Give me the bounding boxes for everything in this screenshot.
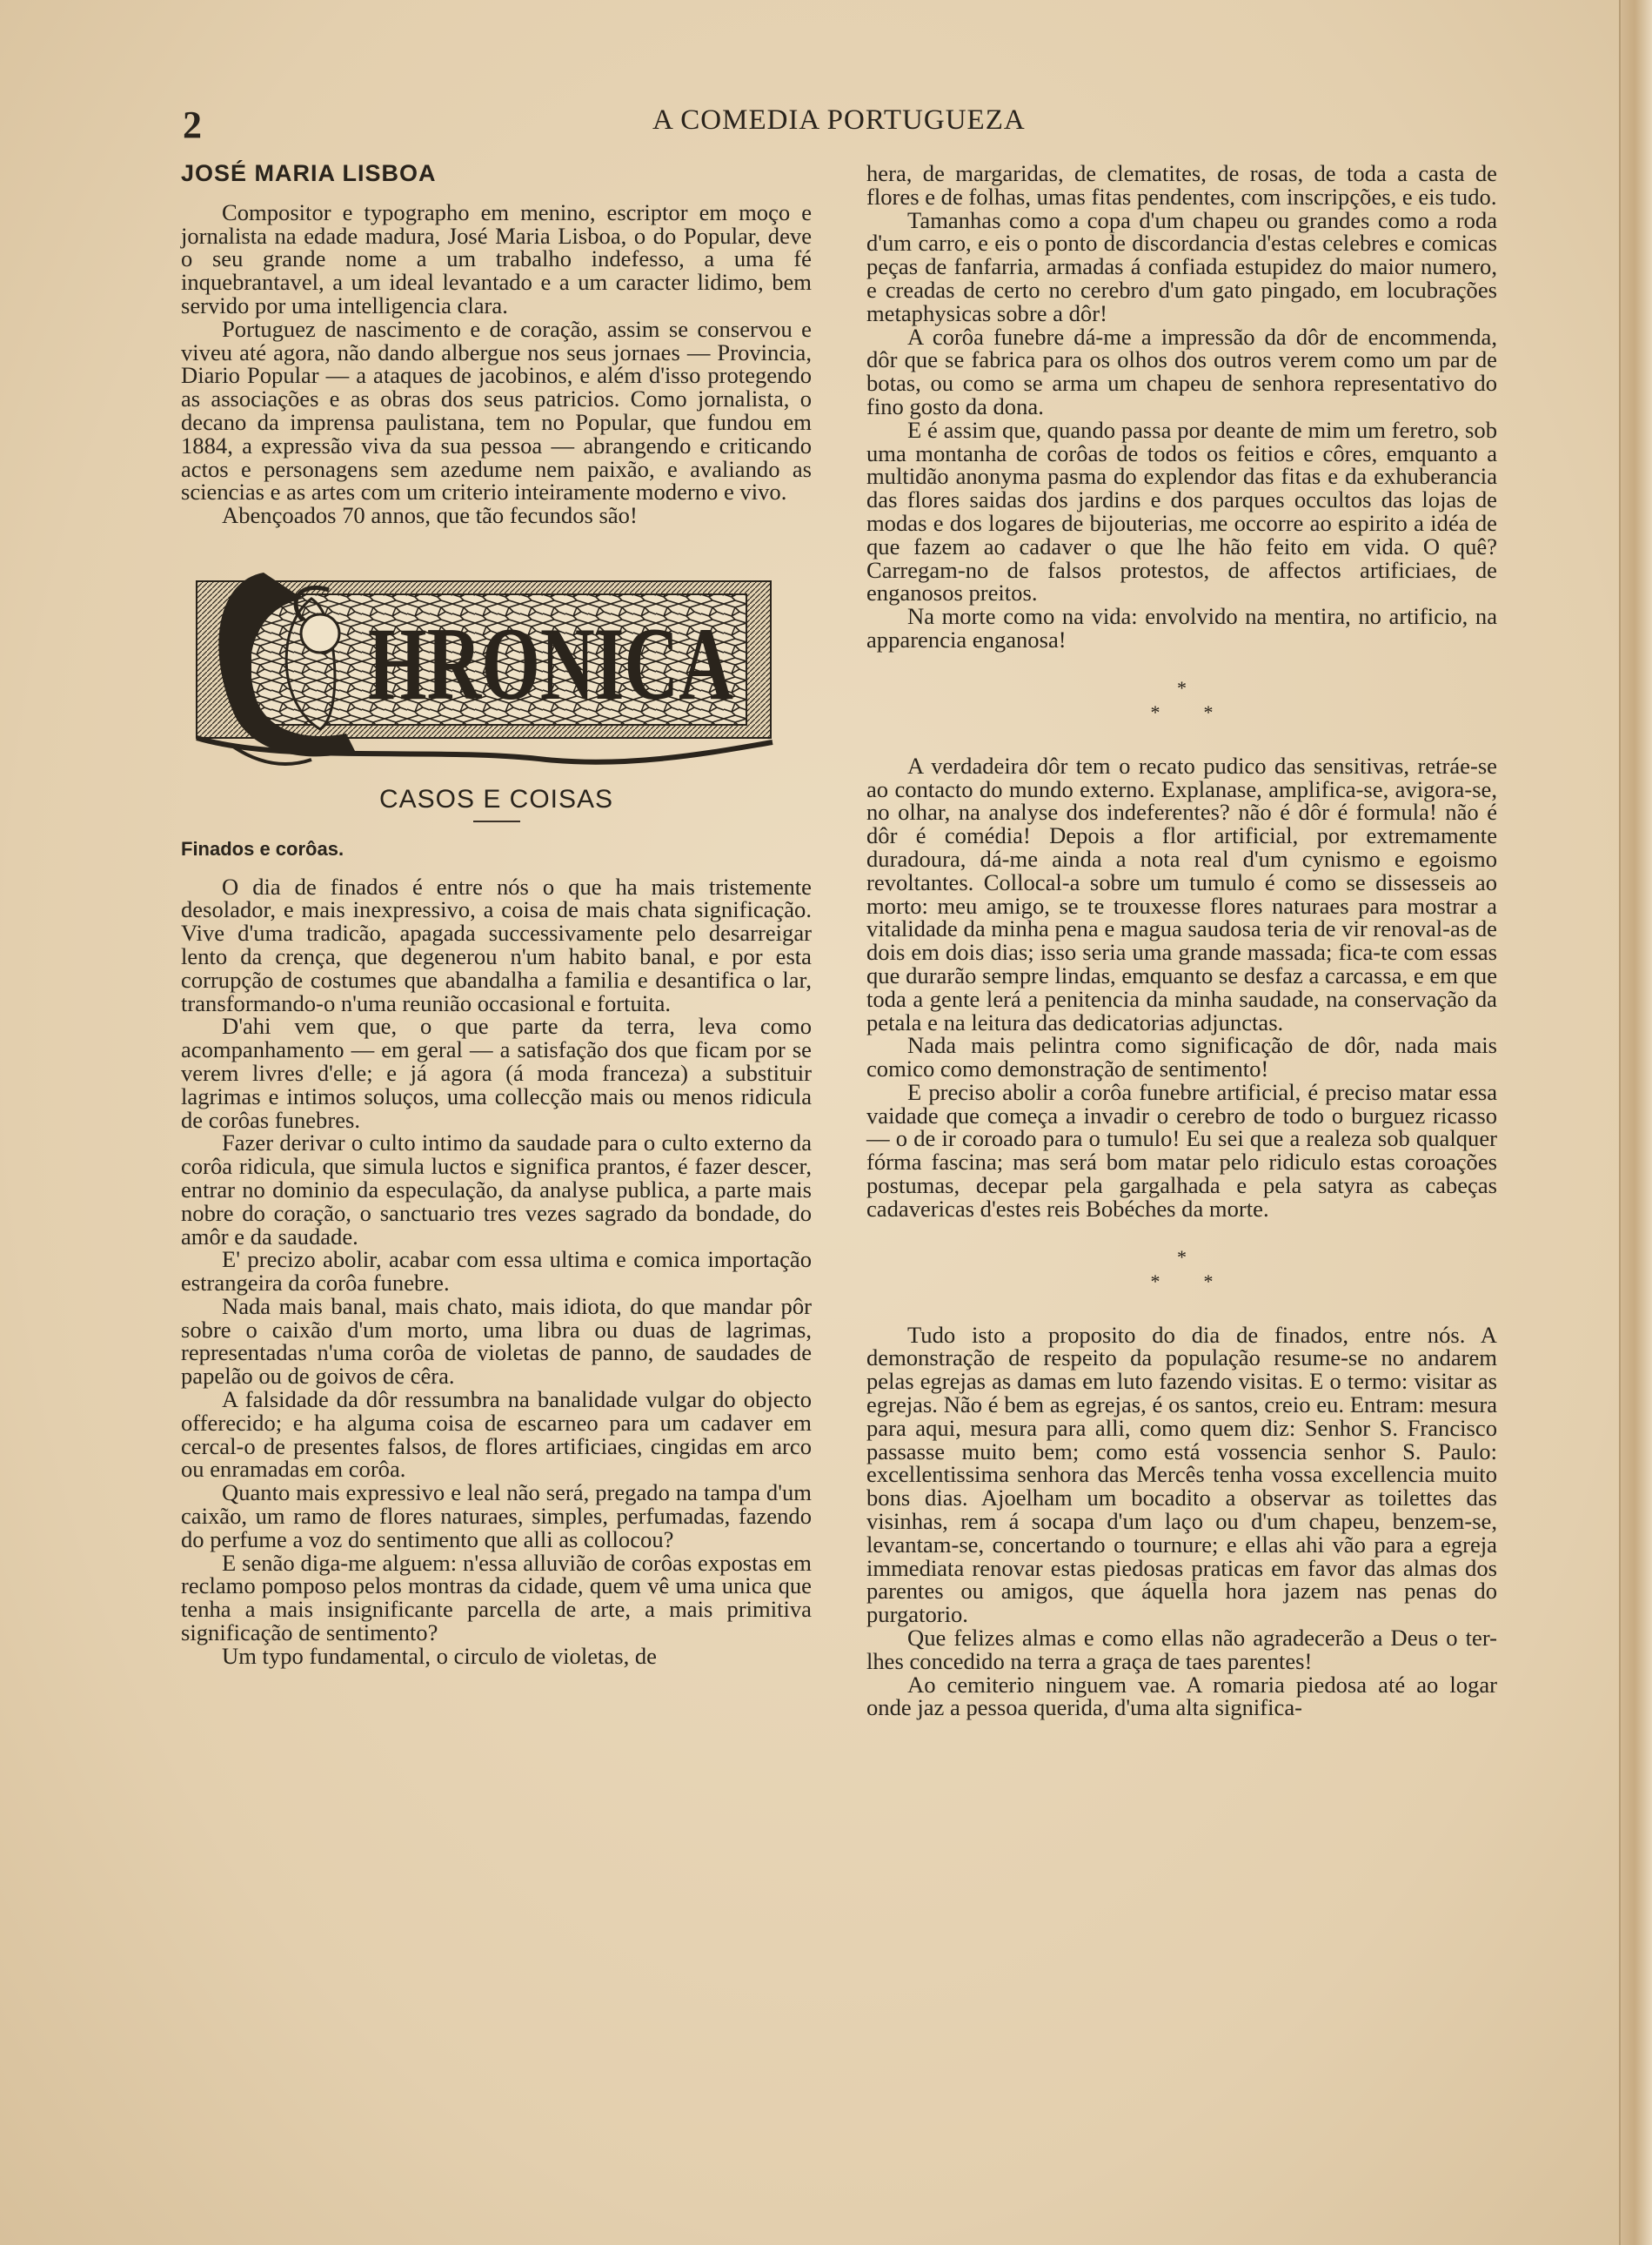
paragraph: Abençoados 70 annos, que tão fecundos são!: [222, 502, 638, 529]
paragraph: Na morte como na vida: envolvido na mentira, no artificio, na apparencia enganosa!: [866, 603, 1497, 653]
chronica-letters: HRONICA: [368, 605, 733, 721]
subsection-title: Finados e corôas.: [181, 837, 344, 860]
asterism-star: *: [1150, 700, 1160, 723]
paragraph: Portuguez de nascimento e de coração, assim se conservou e viveu até agora, não dando albergue nos seus jornaes — Provincia, Diario Popular — a ataques de jacobinos, e além d'isso protegendo as associações e as obras dos seus patricios. Como jornalista, o decano da imprensa paulistana, tem no Popular, que fundou em 1884, a expressão viva da sua pessoa — abrangendo e criticando actos e personagens sem azedume nem paixão, e avaliando as sciencias e as artes com um criterio inteiramente moderno e vivo.: [181, 315, 812, 506]
chronica-ornament: [181, 546, 790, 773]
divider-rule: [473, 821, 520, 822]
paragraph: E é assim que, quando passa por deante de mim um feretro, sob uma montanha de corôas de todos os feitios e côres, emquanto a multidão anonyma pasma do explendor das fitas e da exhuberancia das flores saidas dos jardins e dos parques occultos das lojas de modas e dos logares de bijouterias, me occorre ao espirito a idéa de que fazem ao cadaver o que lhe hão feito em vida. O quê? Carregam-no de falsos protestos, de affectos artificiaes, de enganosos preitos.: [866, 416, 1497, 606]
right-column: [866, 162, 1497, 1719]
left-column: [181, 162, 812, 1668]
paragraph: Um typo fundamental, o circulo de violetas, de: [222, 1642, 657, 1669]
paragraph: E' precizo abolir, acabar com essa ultima e comica importação estrangeira da corôa funebre.: [181, 1246, 812, 1297]
paragraph: Ao cemiterio ninguem vae. A romaria piedosa até ao logar onde jaz a pessoa querida, d'uma alta significa-: [866, 1671, 1497, 1721]
paragraph: Nada mais pelintra como significação de dôr, nada mais comico como demonstração de sentimento!: [866, 1032, 1497, 1082]
page-edge: [1619, 0, 1652, 2245]
paragraph: Que felizes almas e como ellas não agradecerão a Deus o ter-lhes concedido na terra a graça de taes parentes!: [866, 1625, 1497, 1674]
running-title: A COMEDIA PORTUGUEZA: [652, 104, 1026, 136]
paragraph: D'ahi vem que, o que parte da terra, leva como acompanhamento — em geral — a satisfação dos que ficam por se verem livres d'elle; e já agora (á moda franceza) a substituir lagrimas e intimos soluços, uma collecção mais ou menos ridicula de corôas funebres.: [181, 1013, 812, 1133]
paragraph: A corôa funebre dá-me a impressão da dôr de encommenda, dôr que se fabrica para os olhos dos outros verem como um par de botas, ou como se arma um chapeu de senhora representativo do fino gosto da dona.: [866, 323, 1497, 419]
asterism-star: *: [1203, 1270, 1214, 1292]
paragraph: Compositor e typographo em menino, escriptor em moço e jornalista na edade madura, José Maria Lisboa, o do Popular, deve o seu grande nome a um trabalho indefesso, a uma fé inquebrantavel, a um ideal levantado e a um caracter lidimo, bem servido por uma intelligencia clara.: [181, 198, 812, 318]
asterism-divider: [866, 1245, 1497, 1294]
asterism-divider: [866, 676, 1497, 725]
section-title: CASOS E COISAS: [378, 784, 614, 814]
paragraph: E preciso abolir a corôa funebre artificial, é preciso matar essa vaidade que começa a invadir o cerebro de todo o burguez ricasso — o de ir coroado para o tumulo! Eu sei que a realeza sob qualquer fórma fascina; mas será bom matar pelo ridiculo estas coroações postumas, decepar pela gargalhada e pela satyra as cabeças cadavericas d'estes reis Bobéches da morte.: [866, 1078, 1497, 1222]
chronica-illustration: [181, 546, 790, 773]
paragraph: O dia de finados é entre nós o que ha mais tristemente desolador, e mais inexpressivo, a coisa de mais chata significação. Vive d'uma tradicão, apagada successivamente pelo desarreigar lento da crença, que degenerou n'um habito banal, e por esta corrupção de costumes que abandalha a familia e desantifica o lar, transformando-o n'uma reunião occasional e fortuita.: [181, 873, 812, 1016]
paragraph: Nada mais banal, mais chato, mais idiota, do que mandar pôr sobre o caixão d'um morto, uma libra ou duas de lagrimas, representadas n'uma corôa de violetas de panno, de saudades de papelão ou de goivos de cêra.: [181, 1292, 812, 1390]
page-header: [183, 97, 1461, 146]
asterism-star: *: [1177, 676, 1187, 699]
asterism-star: *: [1150, 1270, 1160, 1292]
paragraph: hera, de margaridas, de clematites, de rosas, de toda a casta de flores e de folhas, umas fitas pendentes, com inscripções, e eis tudo.: [866, 160, 1497, 210]
asterism-star: *: [1203, 700, 1214, 723]
article-heading: JOSÉ MARIA LISBOA: [181, 160, 437, 186]
paragraph: Quanto mais expressivo e leal não será, pregado na tampa d'um caixão, um ramo de flores naturaes, simples, perfumadas, fazendo do perfume a voz do sentimento que alli as collocou?: [181, 1479, 812, 1552]
page-number: 2: [183, 104, 202, 146]
paragraph: A falsidade da dôr ressumbra na banalidade vulgar do objecto offerecido; e ha alguma coisa de escarneo para um cadaver em cercal-o de presentes falsos, de flores artificiaes, cingidas em arco ou enramadas em corôa.: [181, 1386, 812, 1483]
paragraph: A verdadeira dôr tem o recato pudico das sensitivas, retráe-se ao contacto do mundo externo. Explanase, amplifica-se, avigora-se, no olhar, na analyse dos indeferentes? não é dôr é formula! não é dôr é comédia! Depois a flor artificial, por extremamente duradoura, dá-me ainda a nota real d'um cynismo e egoismo revoltantes. Collocal-a sobre um tumulo é como se dissesseis ao morto: meu amigo, se te trouxesse flores naturaes para mostrar a vitalidade da minha pena e magua saudosa teria de vir renoval-as de dois em dois dias; isso seria uma grande massada; fica-te com essas que durarão sempre lindas, emquanto se desfaz a carcassa, e em que toda a gente lerá a penitencia da minha saudade, na conservação da petala e na leitura das dedicatorias adjunctas.: [866, 752, 1497, 1035]
paragraph: E senão diga-me alguem: n'essa alluvião de corôas expostas em reclamo pomposo pelos montras da cidade, quem vê uma unica que tenha a mais insignificante parcella de arte, a mais primitiva significação de sentimento?: [181, 1549, 812, 1646]
paragraph: Tamanhas como a copa d'um chapeu ou grandes como a roda d'um carro, e eis o ponto de discordancia d'estas celebres e comicas peças de fanfarria, armadas á confiada estupidez do maior numero, e creadas de certo no cerebro d'um gato pingado, em locubrações metaphysicas sobre a dôr!: [866, 206, 1497, 326]
paragraph: Fazer derivar o culto intimo da saudade para o culto externo da corôa ridicula, que simula luctos e significa prantos, é fazer descer, entrar no dominio da especulação, da analyse publica, a parte mais nobre do coração, o sanctuario tres vezes sagrado da bondade, do amôr e da saudade.: [181, 1129, 812, 1250]
asterism-star: *: [1177, 1245, 1187, 1268]
paragraph: Tudo isto a proposito do dia de finados, entre nós. A demonstração de respeito da população resume-se no andarem pelas egrejas as damas em luto fazendo visitas. E o termo: visitar as egrejas. Não é bem as egrejas, é os santos, creio eu. Entram: mesura para aqui, mesura para alli, como quem diz: Senhor S. Francisco passasse muito bem; como está vossencia senhor S. Paulo: excellentissima senhora das Mercês tenha vossa excellencia muito bons dias. Ajoelham um bocadito a observar as toilettes das visinhas, rem á socapa d'um laço ou d'um chapeu, benzem-se, levantam-se, concertando o tournure; e ellas ahi vão para a egreja immediata renovar estas piedosas praticas em favor das almas dos parentes ou amigos, que áquella hora jazem nas penas do purgatorio.: [866, 1321, 1497, 1628]
